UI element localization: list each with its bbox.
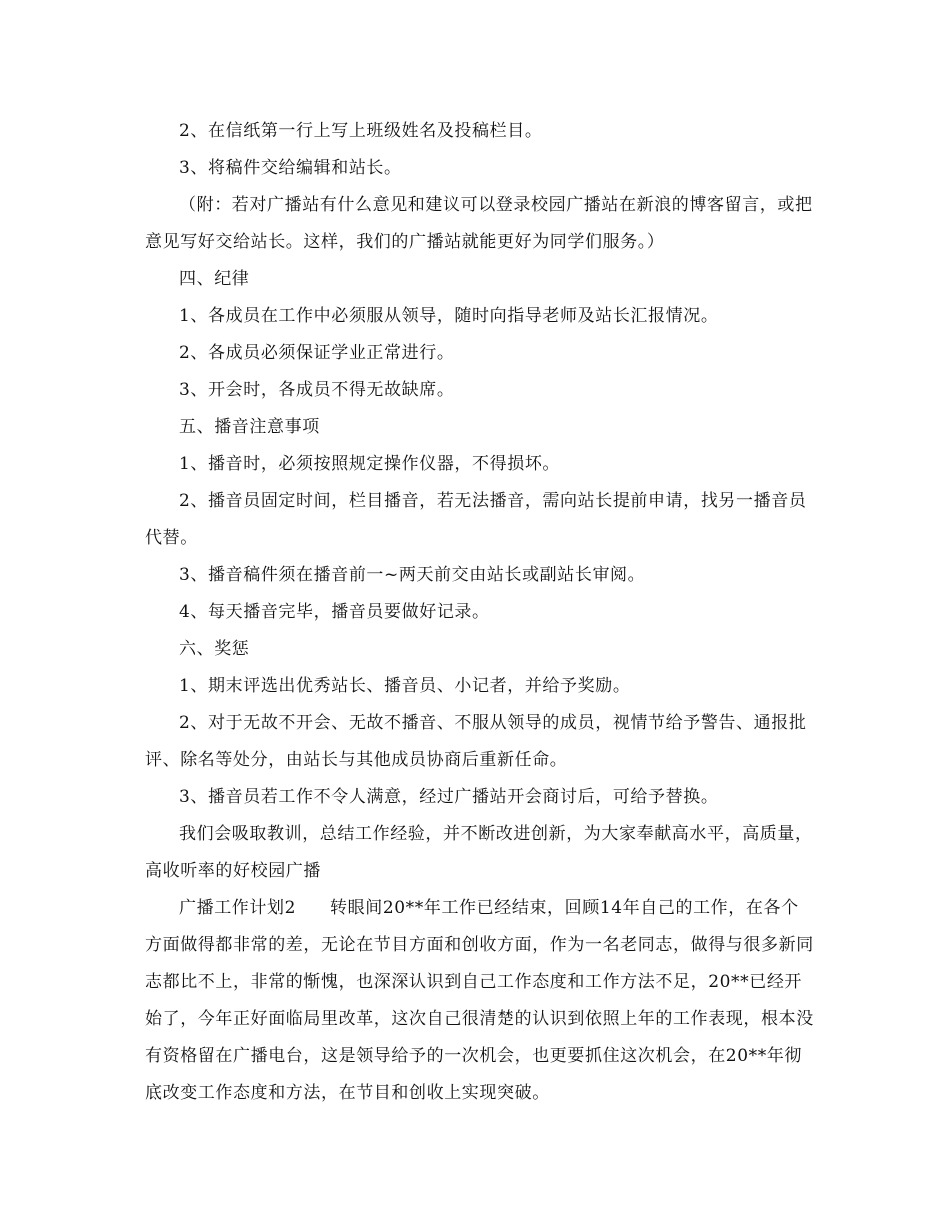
section-heading-discipline: 四、纪律 bbox=[179, 269, 250, 289]
paragraph-broadcast-2: 2、播音员固定时间，栏目播音，若无法播音，需向站长提前申请，找另一播音员代替。 bbox=[145, 491, 807, 548]
paragraph-rewards-3: 3、播音员若工作不令人满意，经过广播站开会商讨后，可给予替换。 bbox=[179, 787, 719, 807]
paragraph-plan-2 bbox=[145, 890, 815, 1112]
paragraph-feedback-note: （附：若对广播站有什么意见和建议可以登录校园广播站在新浪的博客留言，或把意见写好交给站长。这样，我们的广播站就能更好为同学们服务。） bbox=[145, 195, 813, 252]
paragraph-submission-step-3: 3、将稿件交给编辑和站长。 bbox=[179, 158, 402, 178]
plan-2-title: 广播工作计划2 bbox=[179, 898, 297, 918]
paragraph-submission-step-2: 2、在信纸第一行上写上班级姓名及投稿栏目。 bbox=[179, 121, 543, 141]
paragraph-broadcast-4: 4、每天播音完毕，播音员要做好记录。 bbox=[179, 602, 490, 622]
paragraph-rewards-2: 2、对于无故不开会、无故不播音、不服从领导的成员，视情节给予警告、通报批评、除名等处分，由站长与其他成员协商后重新任命。 bbox=[145, 713, 807, 770]
document-body bbox=[145, 113, 815, 1112]
paragraph-discipline-2: 2、各成员必须保证学业正常进行。 bbox=[179, 343, 455, 363]
section-heading-rewards: 六、奖惩 bbox=[179, 639, 250, 659]
paragraph-rewards-1: 1、期末评选出优秀站长、播音员、小记者，并给予奖励。 bbox=[179, 676, 631, 696]
paragraph-broadcast-3: 3、播音稿件须在播音前一~两天前交由站长或副站长审阅。 bbox=[179, 565, 646, 585]
paragraph-discipline-1: 1、各成员在工作中必须服从领导，随时向指导老师及站长汇报情况。 bbox=[179, 306, 719, 326]
paragraph-broadcast-1: 1、播音时，必须按照规定操作仪器，不得损坏。 bbox=[179, 454, 561, 474]
plan-2-text: 转眼间20**年工作已经结束，回顾14年自己的工作，在各个方面做得都非常的差，无论在节目方面和创收方面，作为一名老同志，做得与很多新同志都比不上，非常的惭愧，也深深认识到自己工作态度和工作方法不足，20**已经开始了，今年正好面临局里改革，这次自己很清楚的认识到依照上年的工作表现，根本没有资格留在广播电台，这是领导给予的一次机会，也更要抓住这次机会，在20**年彻底改变工作态度和方法，在节目和创收上实现突破。 bbox=[145, 898, 814, 1103]
paragraph-conclusion: 我们会吸取教训，总结工作经验，并不断改进创新，为大家奉献高水平，高质量，高收听率的好校园广播 bbox=[145, 824, 813, 881]
section-heading-broadcast-notes: 五、播音注意事项 bbox=[179, 417, 320, 437]
paragraph-discipline-3: 3、开会时，各成员不得无故缺席。 bbox=[179, 380, 455, 400]
